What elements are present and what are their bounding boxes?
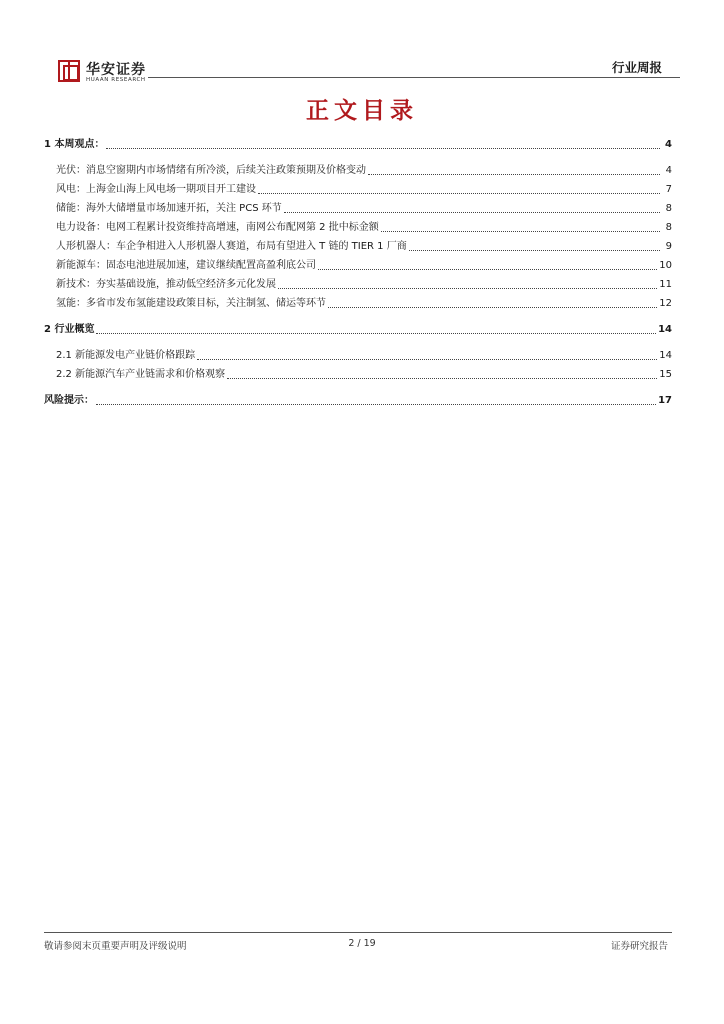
toc-leader-dots [409, 249, 660, 251]
toc-leader-dots [278, 287, 657, 289]
toc-entry-page: 8 [665, 203, 672, 214]
toc-entry[interactable] [56, 238, 672, 254]
toc-entry[interactable] [56, 276, 672, 292]
toc-leader-dots [96, 332, 656, 334]
toc-entry-label: 电力设备：电网工程累计投资维持高增速，南网公布配网第 2 批中标金额 [56, 222, 379, 233]
toc-entry-page: 15 [659, 369, 672, 380]
toc-leader-dots [328, 306, 657, 308]
page-title: 正文目录 [306, 98, 418, 124]
header-divider [148, 77, 680, 78]
toc-entry-page: 12 [659, 298, 672, 309]
toc-entry[interactable] [44, 321, 672, 337]
toc-entry-page: 14 [658, 324, 672, 335]
page-number: 2 / 19 [348, 938, 376, 949]
toc-entry-label: 新能源车：固态电池进展加速，建议继续配置高盈利底公司 [56, 260, 316, 271]
toc-entry[interactable] [56, 181, 672, 197]
toc-entry-label: 风电：上海金山海上风电场一期项目开工建设 [56, 184, 256, 195]
toc-entry[interactable] [56, 200, 672, 216]
toc-leader-dots [284, 211, 660, 213]
huaan-logo [58, 60, 158, 88]
toc-entry-page: 8 [665, 222, 672, 233]
logo-english-name: HUAAN RESEARCH [86, 77, 146, 83]
toc-entry-label: 人形机器人：车企争相进入人形机器人赛道，布局有望进入 T 链的 TIER 1 厂商 [56, 241, 407, 252]
toc-entry[interactable] [56, 366, 672, 382]
toc-entry-page: 11 [659, 279, 672, 290]
toc-entry-label: 氢能：多省市发布氢能建设政策目标，关注制氢、储运等环节 [56, 298, 326, 309]
toc-entry-label: 2 行业概览 [44, 324, 95, 335]
toc-entry-label: 2.2 新能源汽车产业链需求和价格观察 [56, 369, 226, 380]
toc-entry-page: 17 [658, 395, 672, 406]
toc-entry-label: 新技术：夯实基础设施，推动低空经济多元化发展 [56, 279, 276, 290]
toc-entry[interactable] [56, 347, 672, 363]
toc-entry-page: 14 [659, 350, 672, 361]
toc-entry-page: 4 [665, 165, 672, 176]
toc-entry-page: 9 [665, 241, 672, 252]
toc-entry-label: 光伏：消息空窗期内市场情绪有所冷淡，后续关注政策预期及价格变动 [56, 165, 366, 176]
toc-entry-label: 储能：海外大储增量市场加速开拓，关注 PCS 环节 [56, 203, 282, 214]
toc-leader-dots [368, 173, 660, 175]
toc-entry[interactable] [56, 257, 672, 273]
toc-entry-page: 10 [659, 260, 672, 271]
toc-leader-dots [96, 403, 656, 405]
toc-entry[interactable] [56, 295, 672, 311]
footer-report-label: 证券研究报告 [610, 941, 668, 952]
toc-entry-label: 2.1 新能源发电产业链价格跟踪 [56, 350, 196, 361]
footer-disclaimer: 敬请参阅末页重要声明及评级说明 [44, 941, 187, 952]
toc-leader-dots [227, 377, 657, 379]
toc-entry[interactable] [44, 392, 672, 408]
toc-entry-label: 1 本周观点： [44, 139, 105, 150]
report-type-label: 行业周报 [611, 60, 662, 75]
toc-entry[interactable] [44, 136, 672, 152]
huaan-seal-icon [58, 60, 80, 82]
footer-divider [44, 932, 672, 933]
toc-entry[interactable] [56, 162, 672, 178]
toc-leader-dots [381, 230, 660, 232]
page-header [44, 56, 680, 90]
toc-leader-dots [318, 268, 657, 270]
toc-entry-page: 7 [665, 184, 672, 195]
toc-entry-label: 风险提示： [44, 395, 94, 406]
toc-leader-dots [106, 147, 660, 149]
toc-leader-dots [197, 358, 657, 360]
toc-leader-dots [258, 192, 660, 194]
toc-entry-page: 4 [665, 139, 672, 150]
toc-entry[interactable] [56, 219, 672, 235]
logo-chinese-name: 华安证券 [86, 62, 146, 78]
